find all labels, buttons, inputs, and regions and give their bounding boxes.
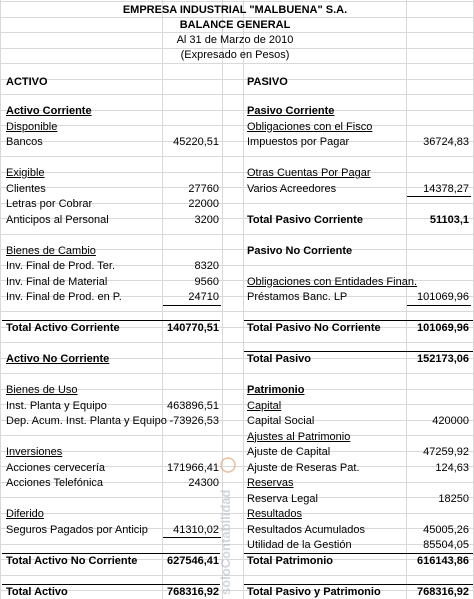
- grid-row-line: [0, 575, 474, 576]
- left-row-value: 27760: [188, 182, 219, 195]
- right-row-label: Ajustes al Patrimonio: [247, 430, 351, 443]
- left-row-label: Total Activo No Corriente: [6, 554, 138, 567]
- grid-row-line: [0, 187, 474, 188]
- left-row-value: 8320: [194, 260, 219, 272]
- grid-col-line: [406, 0, 407, 599]
- left-row-label: Diferido: [6, 508, 44, 520]
- left-row-label: Inv. Final de Prod. en P.: [6, 291, 122, 303]
- right-row-label: Préstamos Banc. LP: [247, 291, 348, 303]
- left-row-label: Inversiones: [6, 446, 63, 458]
- left-row-label: Inv. Final de Prod. Ter.: [6, 260, 116, 272]
- report-units: (Expresado en Pesos): [180, 49, 290, 61]
- left-row-label: Acciones Telefónica: [6, 477, 104, 489]
- grid-col-line: [162, 0, 163, 599]
- right-row-label: Pasivo No Corriente: [247, 244, 353, 257]
- left-row-label: Inst. Planta y Equipo: [6, 399, 107, 412]
- right-row-label: Ajuste de Reseras Pat.: [247, 461, 360, 474]
- grid-row-line: [0, 590, 474, 591]
- grid-row-line: [0, 125, 474, 126]
- left-row-value: 22000: [188, 198, 219, 210]
- right-row-label: Varios Acreedores: [247, 182, 337, 195]
- grid-row-line: [0, 234, 474, 235]
- left-row-value: 9560: [194, 275, 219, 288]
- grid-row-line: [0, 156, 474, 157]
- grid-row-line: [0, 435, 474, 436]
- right-row-value: 47259,92: [423, 446, 469, 458]
- right-row-label: Capital Social: [247, 415, 315, 427]
- right-row-value: 101069,96: [417, 291, 469, 303]
- left-row-value: 463896,51: [167, 399, 219, 412]
- grid-row-line: [0, 373, 474, 374]
- left-row-value: 45220,51: [173, 136, 219, 148]
- right-row-value: 101069,96: [417, 322, 469, 334]
- left-row-label: Seguros Pagados por Anticip: [6, 523, 148, 536]
- grid-row-line: [0, 141, 474, 142]
- activo-heading: ACTIVO: [6, 76, 48, 88]
- right-total-rule: [244, 320, 473, 321]
- right-row-label: Impuestos por Pagar: [247, 136, 350, 148]
- left-row-value: 627546,41: [167, 554, 219, 567]
- right-row-label: Obligaciones con Entidades Finan.: [247, 275, 417, 288]
- right-row-value: 124,63: [435, 461, 469, 474]
- right-row-label: Total Pasivo y Patrimonio: [247, 585, 381, 598]
- right-row-label: Reserva Legal: [247, 492, 318, 505]
- right-row-label: Obligaciones con el Fisco: [247, 120, 373, 133]
- right-row-label: Patrimonio: [247, 384, 305, 396]
- left-total-rule: [2, 320, 220, 321]
- left-row-value: 171966,41: [167, 461, 219, 474]
- grid-row-line: [0, 172, 474, 173]
- left-row-value: 24300: [188, 477, 219, 489]
- left-row-label: Letras por Cobrar: [6, 198, 93, 210]
- left-row-label: Total Activo Corriente: [6, 322, 120, 334]
- left-row-label: Activo Corriente: [6, 105, 92, 117]
- right-row-label: Resultados: [247, 508, 303, 520]
- right-row-label: Capital: [247, 399, 282, 412]
- grid-row-line: [0, 1, 474, 2]
- right-row-label: Total Patrimonio: [247, 554, 333, 567]
- report-title: BALANCE GENERAL: [179, 19, 291, 31]
- right-row-value: 768316,92: [417, 585, 469, 598]
- right-row-value: 45005,26: [423, 523, 469, 536]
- right-row-label: Pasivo Corriente: [247, 105, 335, 117]
- left-row-value: 24710: [188, 291, 219, 303]
- right-row-value: 51103,1: [429, 213, 469, 226]
- left-row-label: Bienes de Cambio: [6, 244, 96, 257]
- grid-row-line: [0, 342, 474, 343]
- right-row-label: Resultados Acumulados: [247, 523, 366, 536]
- right-row-label: Otras Cuentas Por Pagar: [247, 167, 371, 179]
- left-row-value: 3200: [194, 213, 219, 226]
- grid-row-line: [0, 94, 474, 95]
- left-total-rule: [2, 584, 220, 585]
- right-total-rule: [244, 351, 473, 352]
- left-row-label: Exigible: [6, 167, 45, 179]
- right-subtotal-rule: [407, 305, 471, 306]
- left-row-label: Acciones cervecería: [6, 461, 106, 474]
- right-total-rule: [244, 553, 473, 554]
- right-row-label: Total Pasivo: [247, 353, 311, 365]
- left-row-value: -73926,53: [169, 415, 219, 427]
- left-subtotal-rule: [163, 305, 221, 306]
- right-row-value: 18250: [438, 492, 469, 505]
- right-row-value: 85504,05: [423, 539, 469, 551]
- right-row-value: 36724,83: [423, 136, 469, 148]
- grid-col-line: [243, 0, 244, 599]
- right-row-value: 616143,86: [417, 554, 469, 567]
- right-row-value: 14378,27: [423, 182, 469, 195]
- left-row-label: Total Activo: [6, 585, 68, 598]
- report-date: Al 31 de Marzo de 2010: [176, 34, 294, 46]
- right-subtotal-rule: [407, 196, 471, 197]
- grid-row-line: [0, 497, 474, 498]
- right-row-value: 152173,06: [417, 353, 469, 365]
- right-row-label: Reservas: [247, 477, 294, 489]
- left-row-value: 140770,51: [167, 322, 219, 334]
- left-row-label: Bienes de Uso: [6, 384, 78, 396]
- company-title: EMPRESA INDUSTRIAL "MALBUENA" S.A.: [122, 4, 348, 16]
- grid-col-line: [222, 0, 223, 599]
- left-row-label: Inv. Final de Material: [6, 275, 108, 288]
- left-row-value: 768316,92: [167, 585, 219, 598]
- right-row-value: 420000: [432, 415, 469, 427]
- left-row-label: Clientes: [6, 182, 46, 195]
- grid-row-line: [0, 79, 474, 80]
- left-subtotal-rule: [163, 537, 221, 538]
- left-row-label: Bancos: [6, 136, 43, 148]
- grid-row-line: [0, 63, 474, 64]
- left-row-label: Disponible: [6, 120, 58, 133]
- left-total-rule: [2, 553, 220, 554]
- right-row-label: Total Pasivo Corriente: [247, 213, 363, 226]
- left-row-value: 41310,02: [173, 523, 219, 536]
- left-row-label: Anticipos al Personal: [6, 213, 109, 226]
- grid-row-line: [0, 544, 474, 545]
- grid-row-line: [0, 451, 474, 452]
- left-row-label: Activo No Corriente: [6, 353, 110, 365]
- right-row-label: Total Pasivo No Corriente: [247, 322, 381, 334]
- grid-col-line: [0, 0, 1, 599]
- right-row-label: Utilidad de la Gestión: [247, 539, 352, 551]
- left-row-label: Dep. Acum. Inst. Planta y Equipo: [6, 415, 167, 427]
- svg-text:soloContabilidad: soloContabilidad: [218, 489, 233, 595]
- pasivo-heading: PASIVO: [247, 76, 288, 88]
- right-row-label: Ajuste de Capital: [247, 446, 331, 458]
- grid-row-line: [0, 311, 474, 312]
- right-total-rule: [244, 584, 473, 585]
- grid-row-line: [0, 513, 474, 514]
